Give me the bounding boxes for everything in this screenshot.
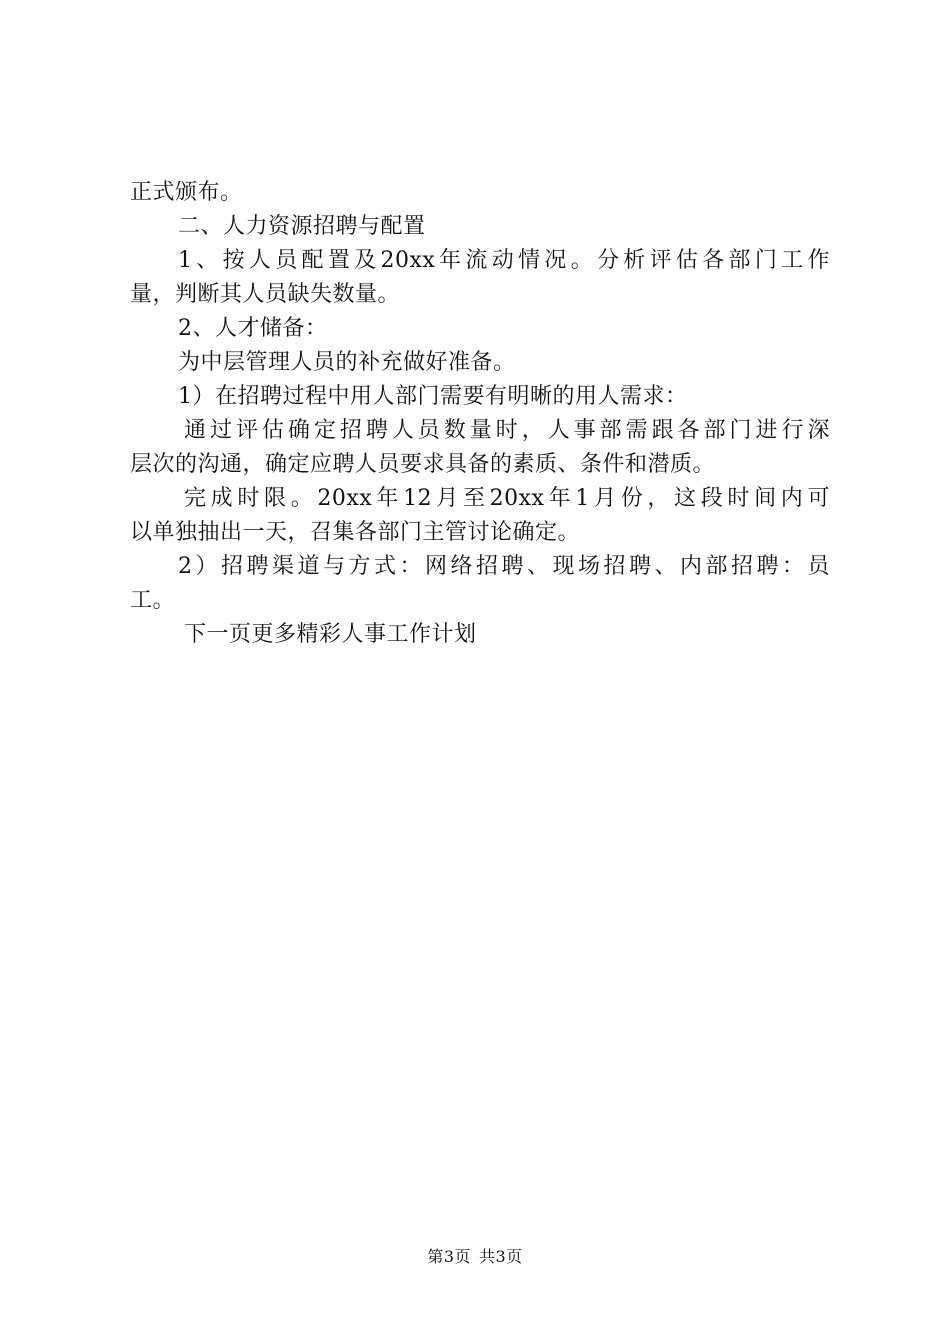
section-heading: 二、人力资源招聘与配置 bbox=[178, 214, 426, 239]
text-line: 通过评估确定招聘人员数量时，人事部需跟各部门进行深 bbox=[184, 418, 830, 443]
text-line: 工。 bbox=[130, 588, 176, 613]
text-line: 量，判断其人员缺失数量。 bbox=[130, 282, 401, 307]
document-body bbox=[130, 176, 830, 652]
text-line: 1）在招聘过程中用人部门需要有明晰的用人需求： bbox=[178, 384, 688, 409]
page-footer bbox=[0, 1244, 950, 1267]
page-total: 共3页 bbox=[479, 1247, 523, 1266]
text-line: 为中层管理人员的补充做好准备。 bbox=[178, 350, 516, 375]
text-line: 层次的沟通，确定应聘人员要求具备的素质、条件和潜质。 bbox=[130, 452, 716, 477]
more-link-text: 下一页更多精彩人事工作计划 bbox=[184, 622, 477, 647]
text-line: 2、人才储备： bbox=[178, 316, 328, 341]
text-line: 完成时限。20xx年12月至20xx年1月份，这段时间内可 bbox=[184, 486, 830, 511]
text-line: 2）招聘渠道与方式：网络招聘、现场招聘、内部招聘：员 bbox=[178, 554, 830, 579]
text-line: 以单独抽出一天，召集各部门主管讨论确定。 bbox=[130, 520, 581, 545]
page-number: 第3页 bbox=[427, 1247, 471, 1266]
text-line: 1、按人员配置及20xx年流动情况。分析评估各部门工作 bbox=[178, 248, 830, 273]
text-line: 正式颁布。 bbox=[130, 180, 243, 205]
